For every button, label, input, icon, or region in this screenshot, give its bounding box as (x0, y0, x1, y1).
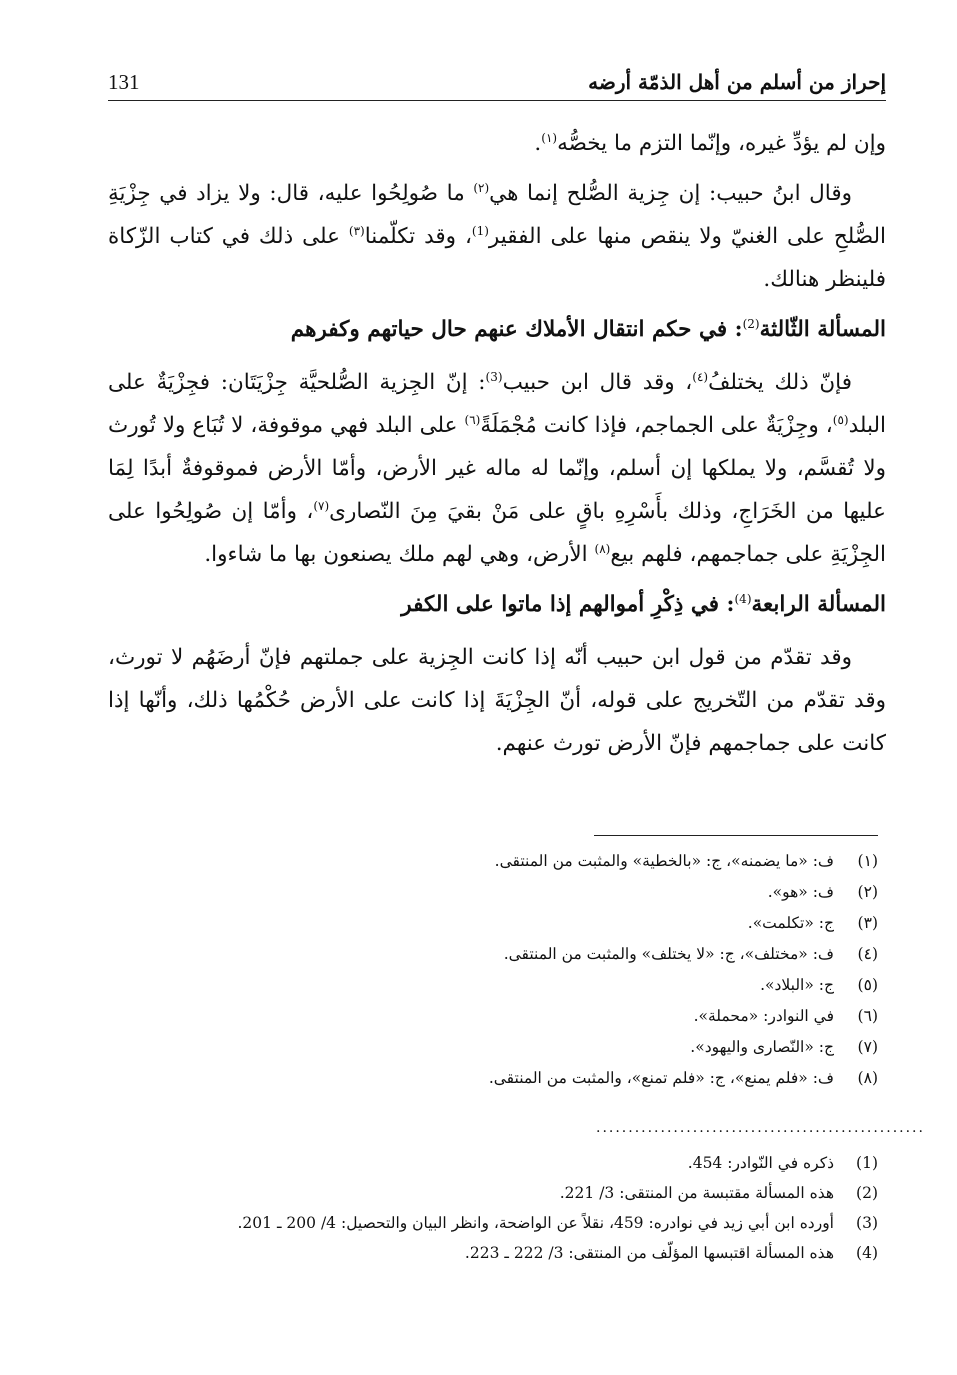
footnote-ref: (٧) (313, 498, 330, 513)
main-text (108, 122, 886, 772)
footnote-item: (٧)ج: «النّصارى واليهود». (690, 1038, 878, 1056)
footnote-item: (3)أورده ابن أبي زيد في نوادره: 459، نقلاً عن الواضحة، وانظر البيان والتحصيل: 4/ 200 ـ 201. (237, 1214, 878, 1232)
footnote-ref: (٥) (832, 412, 849, 427)
paragraph-4: وقد تقدّم من قول ابن حبيب أنّه إذا كانت الجِزية على جملتهم فإنّ أرضَهُم لا تورث، وقد تقدّم من التّخريج على قوله، أنّ الجِزْيَةَ إذا كانت على الأرض حُكْمُها ذلك، وأنّها إذا كانت على جماجمهم فإنّ الأرض تورث عنهم. (108, 645, 886, 756)
footnote-item: (١)ف: «ما يضمنه»، ج: «بالخطية» والمثبت من المنتقى. (494, 852, 878, 870)
paragraph-2: وقال ابنُ حبيب: إن جِزية الصُّلح إنما هي$^{(٢)}$ ما صُولِحُوا عليه، قال: ولا يزاد في جِزْيَةِ الصُّلحِ على الغنيّ ولا ينقص منها على الفقير$^{(1)}$، وقد تكلّمنا$^{(٣)}$ على ذلك في كتاب الزّكاة فلينظر هنالك. (108, 180, 887, 292)
footnote-ref: (٤) (692, 369, 709, 384)
footnote-item: (2)هذه المسألة مقتبسة من المنتقى: 3/ 221. (559, 1184, 878, 1202)
footnote-item: (٨)ف: «فلم يمنع»، ج: «فلم تمنع»، والمثبت من المنتقى. (488, 1069, 878, 1087)
footnote-ref: (١) (541, 130, 558, 145)
footnote-item: (4)هذه المسألة اقتبسها المؤلّف من المنتقى: 3/ 222 ـ 223. (464, 1244, 878, 1262)
page-number: 131 (108, 70, 140, 94)
source-footnotes (108, 1148, 878, 1268)
header-title: إحراز من أسلم من أهل الذمّة أرضه (588, 70, 886, 94)
footnote-item: (٤)ف: «مختلف»، ج: «لا يختلف» والمثبت من المنتقى. (503, 945, 878, 963)
footnote-ref: (٨) (594, 541, 611, 556)
header-rule (108, 100, 886, 101)
footnote-ref: (2) (742, 316, 760, 331)
footnote-item: (٣)ج: «تكلمت». (747, 914, 878, 932)
editor-footnotes (108, 846, 878, 1094)
footnote-item: (٦)في النوادر: «محملة». (693, 1007, 878, 1025)
footnote-item: (٢)ف: «هو». (767, 883, 878, 901)
paragraph-3: فإنّ ذلك يختلفُ$^{(٤)}$، وقد قال ابن حبيب$^{(3)}$: إنّ الجِزية الصُّلحيَّة جِزْيَتَان: فجِزْيَةٌ على البلد$^{(٥)}$، وجِزْيَةٌ على الجماجم، فإذا كانت مُجْمَلَةً$^{(٦)}$ على البلد فهي موقوفة، لا تُبَاع ولا تُورث ولا تُقسَّم، ولا يملكها إن أسلم، وإنّما له ماله غير الأرض، وأمّا الأرض فموقوفةٌ أبدًا لِمَا عليها من الخَرَاجِ، وذلك بأَسْرِهِ باقٍ على مَنْ بقيَ مِنَ النّصارى$^{(٧)}$، وأمّا إن صُولِحُوا على الجِزْيَةِ على جماجمهم، فلهم بيع$^{(٨)}$ الأرض، وهي لهم ملك يصنعون بها ما شاءوا. (108, 369, 886, 567)
footnote-ref: (3) (485, 369, 503, 384)
footnote-ref: (1) (471, 223, 489, 238)
section-heading-3: المسألة الثّالثة$^{(2)}$: في حكم انتقال الأملاك عنهم حال حياتهم وكفرهم (290, 316, 886, 342)
section-heading-4: المسألة الرابعة$^{(4)}$: في ذِكْرِ أموالهم إذا ماتوا على الكفر (401, 591, 886, 617)
footnote-rule (594, 835, 878, 836)
running-header (108, 66, 886, 102)
footnote-ref: (٦) (464, 412, 481, 427)
paragraph-1: وإن لم يؤدِّ غيره، وإنّما التزم ما يخصُّه$^{(١)}$. (534, 130, 886, 156)
footnote-ref: (٣) (348, 223, 365, 238)
footnote-ref: (4) (734, 591, 752, 606)
dotted-separator: ................................................... (596, 1120, 925, 1136)
footnote-item: (1)ذكره في النّوادر: 454. (687, 1154, 878, 1172)
footnote-item: (٥)ج: «البلاد». (760, 976, 878, 994)
footnote-ref: (٢) (473, 180, 490, 195)
